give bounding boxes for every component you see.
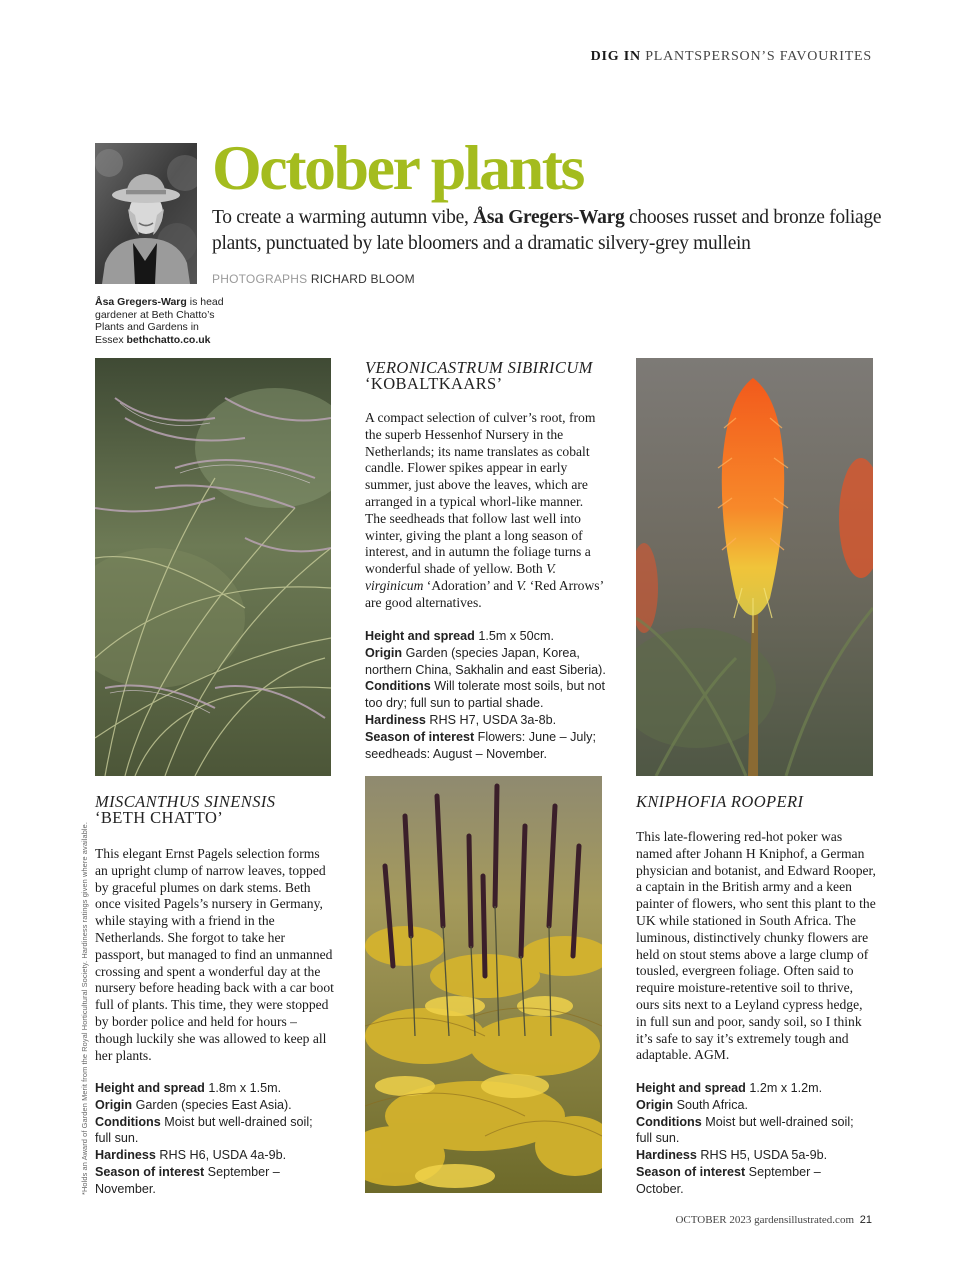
veronicastrum-desc-post: ‘Red Arrows’ are good alternatives. <box>365 577 604 610</box>
fact-value: RHS H7, USDA 3a-8b. <box>425 712 557 727</box>
fact-conditions <box>95 1114 330 1148</box>
author-bio-text: is head gardener at Beth Chatto’s Plants and Gardens in Essex <box>95 296 224 346</box>
page-footer <box>675 1214 872 1226</box>
section-label: DIG IN <box>590 49 641 64</box>
miscanthus-facts <box>95 1080 330 1198</box>
fact-label: Conditions <box>636 1114 702 1129</box>
veronicastrum-cultivar: ‘KOBALTKAARS’ <box>365 374 503 393</box>
fact-label: Season of interest <box>636 1164 746 1179</box>
fact-hardiness <box>636 1147 871 1164</box>
photographer-name: RICHARD BLOOM <box>310 272 415 286</box>
fact-label: Hardiness <box>95 1148 156 1163</box>
fact-label: Height and spread <box>365 629 475 643</box>
miscanthus-species: MISCANTHUS SINENSIS <box>95 792 276 811</box>
fact-value: 1.8m x 1.5m. <box>204 1081 282 1095</box>
miscanthus-description: This elegant Ernst Pagels selection forms an upright clump of narrow leaves, topped by graceful plumes on dark stems. Beth once visited Pagels’s nursery in Germany, while staying with a friend in the Netherlands. She forgot to take her passport, but managed to find an unmanned crossing and spent a wonderful day at the nursery before heading back with a car boot full of plants. This time, they were stopped by border police and held for hours – though luckily she was allowed to keep all her plants. <box>95 846 334 1063</box>
fact-origin <box>365 645 610 679</box>
standfirst-author: Åsa Gregers-Warg <box>473 207 625 228</box>
fact-label: Hardiness <box>636 1148 697 1163</box>
fact-value: South Africa. <box>673 1097 748 1112</box>
fact-label: Height and spread <box>636 1081 746 1095</box>
fact-value: September – October. <box>636 1164 821 1196</box>
kniphofia-description: This late-flowering red-hot poker was named after Johann H Kniphof, a German physician and botanist, and Edward Rooper, a captain in the British army and a keen painter of flowers, who sent this plant to the UK while stationed in South Africa. The luminous, distinctively chunky flowers are held on stout stems above a large clump of tousled, evergreen foliage. Often said to require moisture-retentive soil to thrive, ours sits next to a Leyland cypress hedge, in full sun and poor, sandy soil, so I think it’s safe to say it’s extremely tough and adaptable. AGM. <box>636 829 876 1063</box>
miscanthus-name <box>95 794 345 826</box>
fact-label: Origin <box>365 645 403 660</box>
veronicastrum-species: VERONICASTRUM SIBIRICUM <box>365 358 593 377</box>
veronicastrum-name <box>365 360 615 392</box>
footer-issue: OCTOBER 2023 <box>675 1214 752 1226</box>
fact-value: Garden (species East Asia). <box>132 1097 292 1112</box>
veronicastrum-description <box>365 410 605 612</box>
photo-credit <box>212 272 415 286</box>
veronicastrum-facts <box>365 628 610 762</box>
fact-label: Height and spread <box>95 1081 205 1095</box>
fact-conditions <box>365 678 610 712</box>
footer-site: gardensillustrated.com <box>754 1214 854 1226</box>
fact-origin <box>95 1097 330 1114</box>
author-website-link[interactable]: bethchatto.co.uk <box>126 333 211 346</box>
standfirst <box>212 205 882 257</box>
kniphofia-facts <box>636 1080 871 1198</box>
fact-value: Moist but well-drained soil; full sun. <box>636 1114 854 1146</box>
standfirst-pre: To create a warming autumn vibe, <box>212 207 474 228</box>
fact-label: Season of interest <box>95 1164 205 1179</box>
fact-value: Will tolerate most soils, but not too dry; full sun to partial shade. <box>365 679 606 711</box>
fact-value: Moist but well-drained soil; full sun. <box>95 1114 313 1146</box>
standfirst-post: chooses russet and bronze foliage plants, punctuated by late bloomers and a dramatic silvery-grey mullein <box>212 207 882 254</box>
author-bio <box>95 296 225 346</box>
fact-label: Origin <box>636 1097 674 1112</box>
fact-height <box>95 1080 330 1097</box>
fact-hardiness <box>95 1147 330 1164</box>
veronicastrum-desc-mid: ‘Adoration’ and <box>423 577 517 593</box>
fact-hardiness <box>365 712 610 729</box>
fact-label: Origin <box>95 1097 133 1112</box>
veronicastrum-desc-pre: A compact selection of culver’s root, from the superb Hessenhof Nursery in the Netherlands; its name translates as cobalt candle. Flower spikes appear in early summer, just above the leaves, which are arranged in a typical whorl-like manner. The seedheads that follow last well into winter, giving the plant a long season of interest, and in autumn the foliage turns a wonderful shade of yellow. Both <box>365 410 596 577</box>
fact-label: Season of interest <box>365 729 475 744</box>
fact-height <box>636 1080 871 1097</box>
kniphofia-species: KNIPHOFIA ROOPERI <box>636 792 804 811</box>
fact-value: 1.5m x 50cm. <box>474 629 554 643</box>
fact-value: Flowers: June – July; seedheads: August – November. <box>365 729 596 761</box>
fact-value: Garden (species Japan, Korea, northern China, Sakhalin and east Siberia). <box>365 645 606 677</box>
agm-footnote: *Holds an Award of Garden Merit from the Royal Horticultural Society. Hardiness ratings given where available. <box>80 821 89 1195</box>
fact-origin <box>636 1097 871 1114</box>
miscanthus-cultivar: ‘BETH CHATTO’ <box>95 808 224 827</box>
fact-value: September – November. <box>95 1164 280 1196</box>
fact-season <box>95 1164 330 1198</box>
veronicastrum-photo <box>365 776 602 1193</box>
running-head <box>591 49 872 65</box>
subsection-label: PLANTSPERSON’S FAVOURITES <box>645 49 872 64</box>
kniphofia-name <box>636 794 886 810</box>
fact-value: RHS H6, USDA 4a-9b. <box>155 1148 287 1163</box>
fact-conditions <box>636 1114 871 1148</box>
fact-season <box>636 1164 871 1198</box>
page-number: 21 <box>859 1214 872 1226</box>
veronicastrum-desc-italic2: V. <box>516 577 527 593</box>
kniphofia-photo <box>636 358 873 776</box>
fact-value: 1.2m x 1.2m. <box>745 1081 823 1095</box>
fact-label: Hardiness <box>365 712 426 727</box>
author-portrait <box>95 143 197 284</box>
veronicastrum-desc-italic1: V. virginicum <box>365 561 557 593</box>
fact-season <box>365 729 610 763</box>
fact-label: Conditions <box>365 679 431 694</box>
fact-value: RHS H5, USDA 5a-9b. <box>696 1148 828 1163</box>
fact-label: Conditions <box>95 1114 161 1129</box>
photo-credit-label: PHOTOGRAPHS <box>212 272 308 286</box>
miscanthus-photo <box>95 358 331 776</box>
fact-height <box>365 628 610 645</box>
article-title: October plants <box>212 132 583 203</box>
author-name: Åsa Gregers-Warg <box>95 296 187 308</box>
